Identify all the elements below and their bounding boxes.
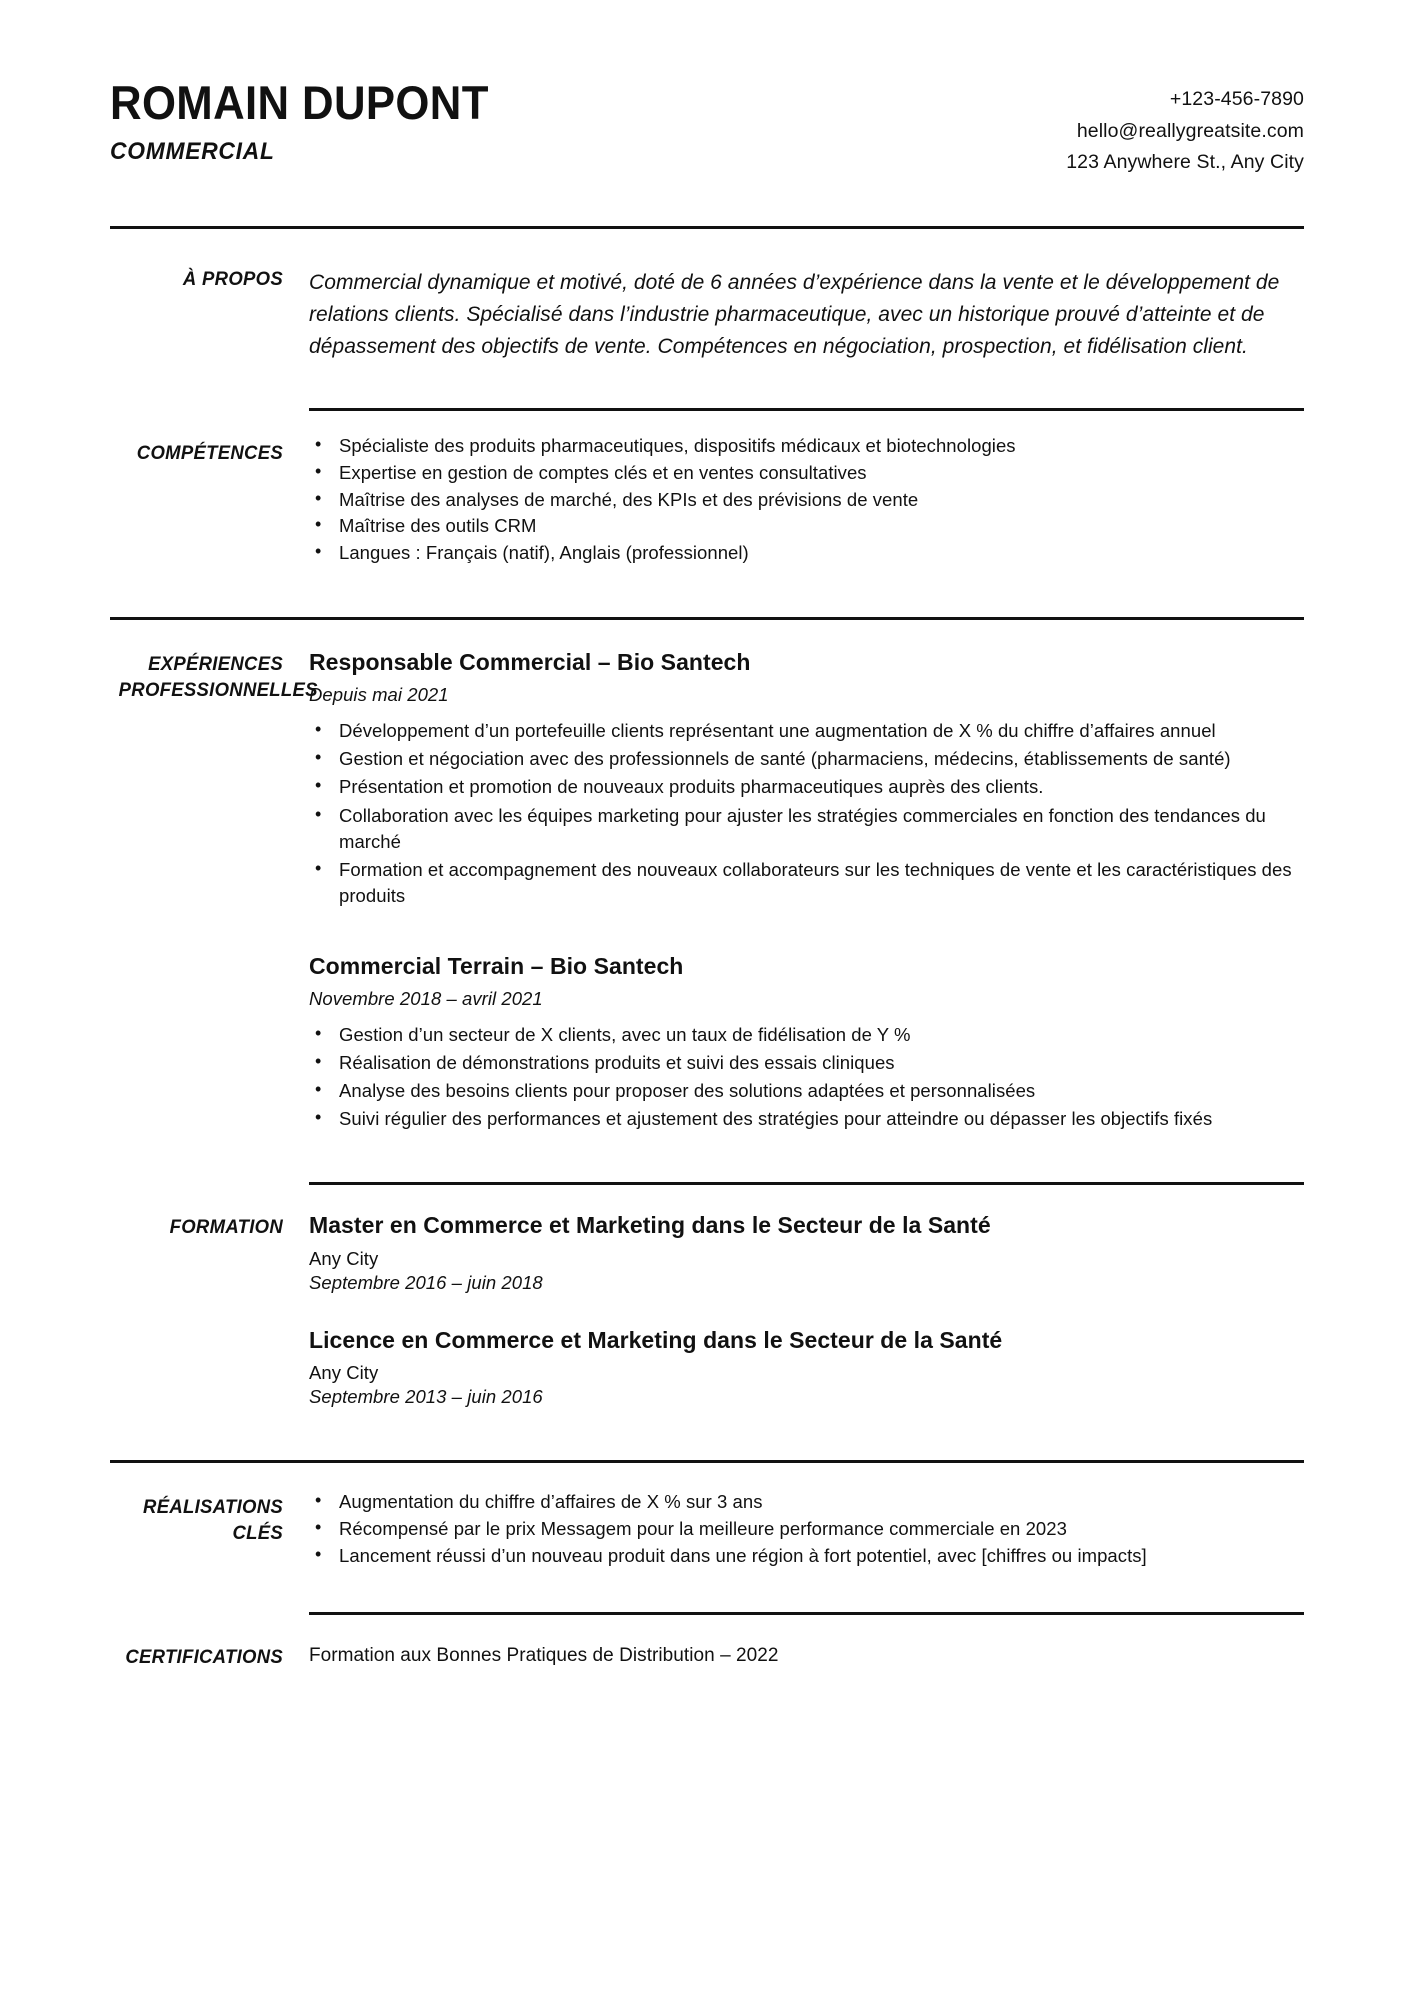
list-item: • Collaboration avec les équipes marketing pour ajuster les stratégies commerciales en fonction des tendances du marché <box>309 803 1304 856</box>
list-item: • Analyse des besoins clients pour proposer des solutions adaptées et personnalisées <box>309 1078 1304 1104</box>
job-title: Responsable Commercial – Bio Santech <box>309 648 751 675</box>
experience-entry <box>309 648 1304 910</box>
section-experience <box>110 648 1304 1135</box>
list-item: • Formation et accompagnement des nouveaux collaborateurs sur les techniques de vente et les caractéristiques des produits <box>309 857 1304 910</box>
divider-achievements <box>110 1460 1304 1463</box>
achievements-list <box>309 1489 1304 1569</box>
skills-label-col <box>110 433 309 467</box>
degree-date: Septembre 2016 – juin 2018 <box>309 1271 543 1293</box>
degree-place: Any City <box>309 1247 379 1269</box>
list-item: • Langues : Français (natif), Anglais (professionnel) <box>309 540 1304 566</box>
list-item: • Maîtrise des analyses de marché, des KPIs et des prévisions de vente <box>309 487 1304 513</box>
list-item: • Spécialiste des produits pharmaceutiques, dispositifs médicaux et biotechnologies <box>309 433 1304 459</box>
list-item: • Maîtrise des outils CRM <box>309 513 1304 539</box>
divider-certifications <box>309 1612 1304 1615</box>
section-label-certifications: CERTIFICATIONS <box>125 1645 283 1668</box>
section-label-experience-line1: EXPÉRIENCES <box>148 652 283 675</box>
job-date: Novembre 2018 – avril 2021 <box>309 987 543 1009</box>
divider-experience <box>110 617 1304 620</box>
divider-education <box>309 1182 1304 1185</box>
section-label-achievements: RÉALISATIONS CLÉS <box>143 1496 283 1545</box>
certifications-label-col <box>110 1645 309 1671</box>
identity-block <box>110 78 517 166</box>
section-label-about: À PROPOS <box>182 267 283 290</box>
experience-entry <box>309 952 1304 1133</box>
list-item: • Présentation et promotion de nouveaux produits pharmaceutiques auprès des clients. <box>309 774 1304 800</box>
candidate-role: COMMERCIAL <box>110 137 275 165</box>
education-label-col <box>110 1211 309 1241</box>
divider-header <box>110 226 1304 229</box>
list-item: • Développement d’un portefeuille clients représentant une augmentation de X % du chiffre d’affaires annuel <box>309 718 1304 744</box>
section-label-skills: COMPÉTENCES <box>136 442 283 465</box>
list-item: • Expertise en gestion de comptes clés et en ventes consultatives <box>309 460 1304 486</box>
education-entry <box>309 1211 1304 1294</box>
education-content <box>309 1211 1304 1409</box>
contact-address: 123 Anywhere St., Any City <box>1066 151 1304 174</box>
experience-content <box>309 648 1304 1135</box>
section-education <box>110 1211 1304 1409</box>
about-label-col <box>110 267 309 293</box>
experience-label-col <box>110 648 318 703</box>
list-item: • Récompensé par le prix Messagem pour la meilleure performance commerciale en 2023 <box>309 1516 1304 1542</box>
section-label-experience-line2: PROFESSIONNELLES <box>118 678 318 701</box>
list-item: • Gestion d’un secteur de X clients, avec un taux de fidélisation de Y % <box>309 1022 1304 1048</box>
job-bullets <box>309 1022 1304 1133</box>
certification-item: Formation aux Bonnes Pratiques de Distribution – 2022 <box>309 1644 779 1666</box>
job-bullets <box>309 718 1304 910</box>
list-item: • Réalisation de démonstrations produits et suivi des essais cliniques <box>309 1050 1304 1076</box>
section-achievements <box>110 1489 1304 1569</box>
education-entry <box>309 1326 1304 1409</box>
list-item: • Lancement réussi d’un nouveau produit dans une région à fort potentiel, avec [chiffres ou impacts] <box>309 1543 1304 1569</box>
about-summary: Commercial dynamique et motivé, doté de 6 années d’expérience dans la vente et le développement de relations clients. Spécialisé dans l’industrie pharmaceutique, avec un historique prouvé d’atteinte et de dépassement des objectifs de vente. Compétences en négociation, prospection, et fidélisation client. <box>309 270 1280 358</box>
achievements-content <box>309 1489 1304 1569</box>
list-item: • Augmentation du chiffre d’affaires de X % sur 3 ans <box>309 1489 1304 1515</box>
contact-phone[interactable]: +123-456-7890 <box>1169 88 1304 110</box>
section-skills <box>110 433 1304 567</box>
certifications-content <box>309 1645 1304 1667</box>
degree-title: Licence en Commerce et Marketing dans le Secteur de la Santé <box>309 1326 1003 1353</box>
resume-header <box>110 0 1304 179</box>
contact-block <box>1066 78 1304 179</box>
section-about <box>110 267 1304 363</box>
about-content <box>309 267 1304 363</box>
degree-title: Master en Commerce et Marketing dans le Secteur de la Santé <box>309 1211 991 1238</box>
list-item: • Suivi régulier des performances et ajustement des stratégies pour atteindre ou dépasser les objectifs fixés <box>309 1106 1304 1132</box>
skills-content <box>309 433 1304 567</box>
contact-email[interactable]: hello@reallygreatsite.com <box>1076 119 1304 142</box>
candidate-name: ROMAIN DUPONT <box>110 76 489 129</box>
job-title: Commercial Terrain – Bio Santech <box>309 952 684 979</box>
skills-list <box>309 433 1304 566</box>
degree-place: Any City <box>309 1362 379 1384</box>
section-label-education: FORMATION <box>169 1215 283 1238</box>
list-item: • Gestion et négociation avec des professionnels de santé (pharmaciens, médecins, établissements de santé) <box>309 746 1304 772</box>
degree-date: Septembre 2013 – juin 2016 <box>309 1386 543 1408</box>
job-date: Depuis mai 2021 <box>309 683 449 705</box>
achievements-label-col <box>110 1489 309 1546</box>
divider-skills <box>309 408 1304 411</box>
section-certifications <box>110 1645 1304 1671</box>
